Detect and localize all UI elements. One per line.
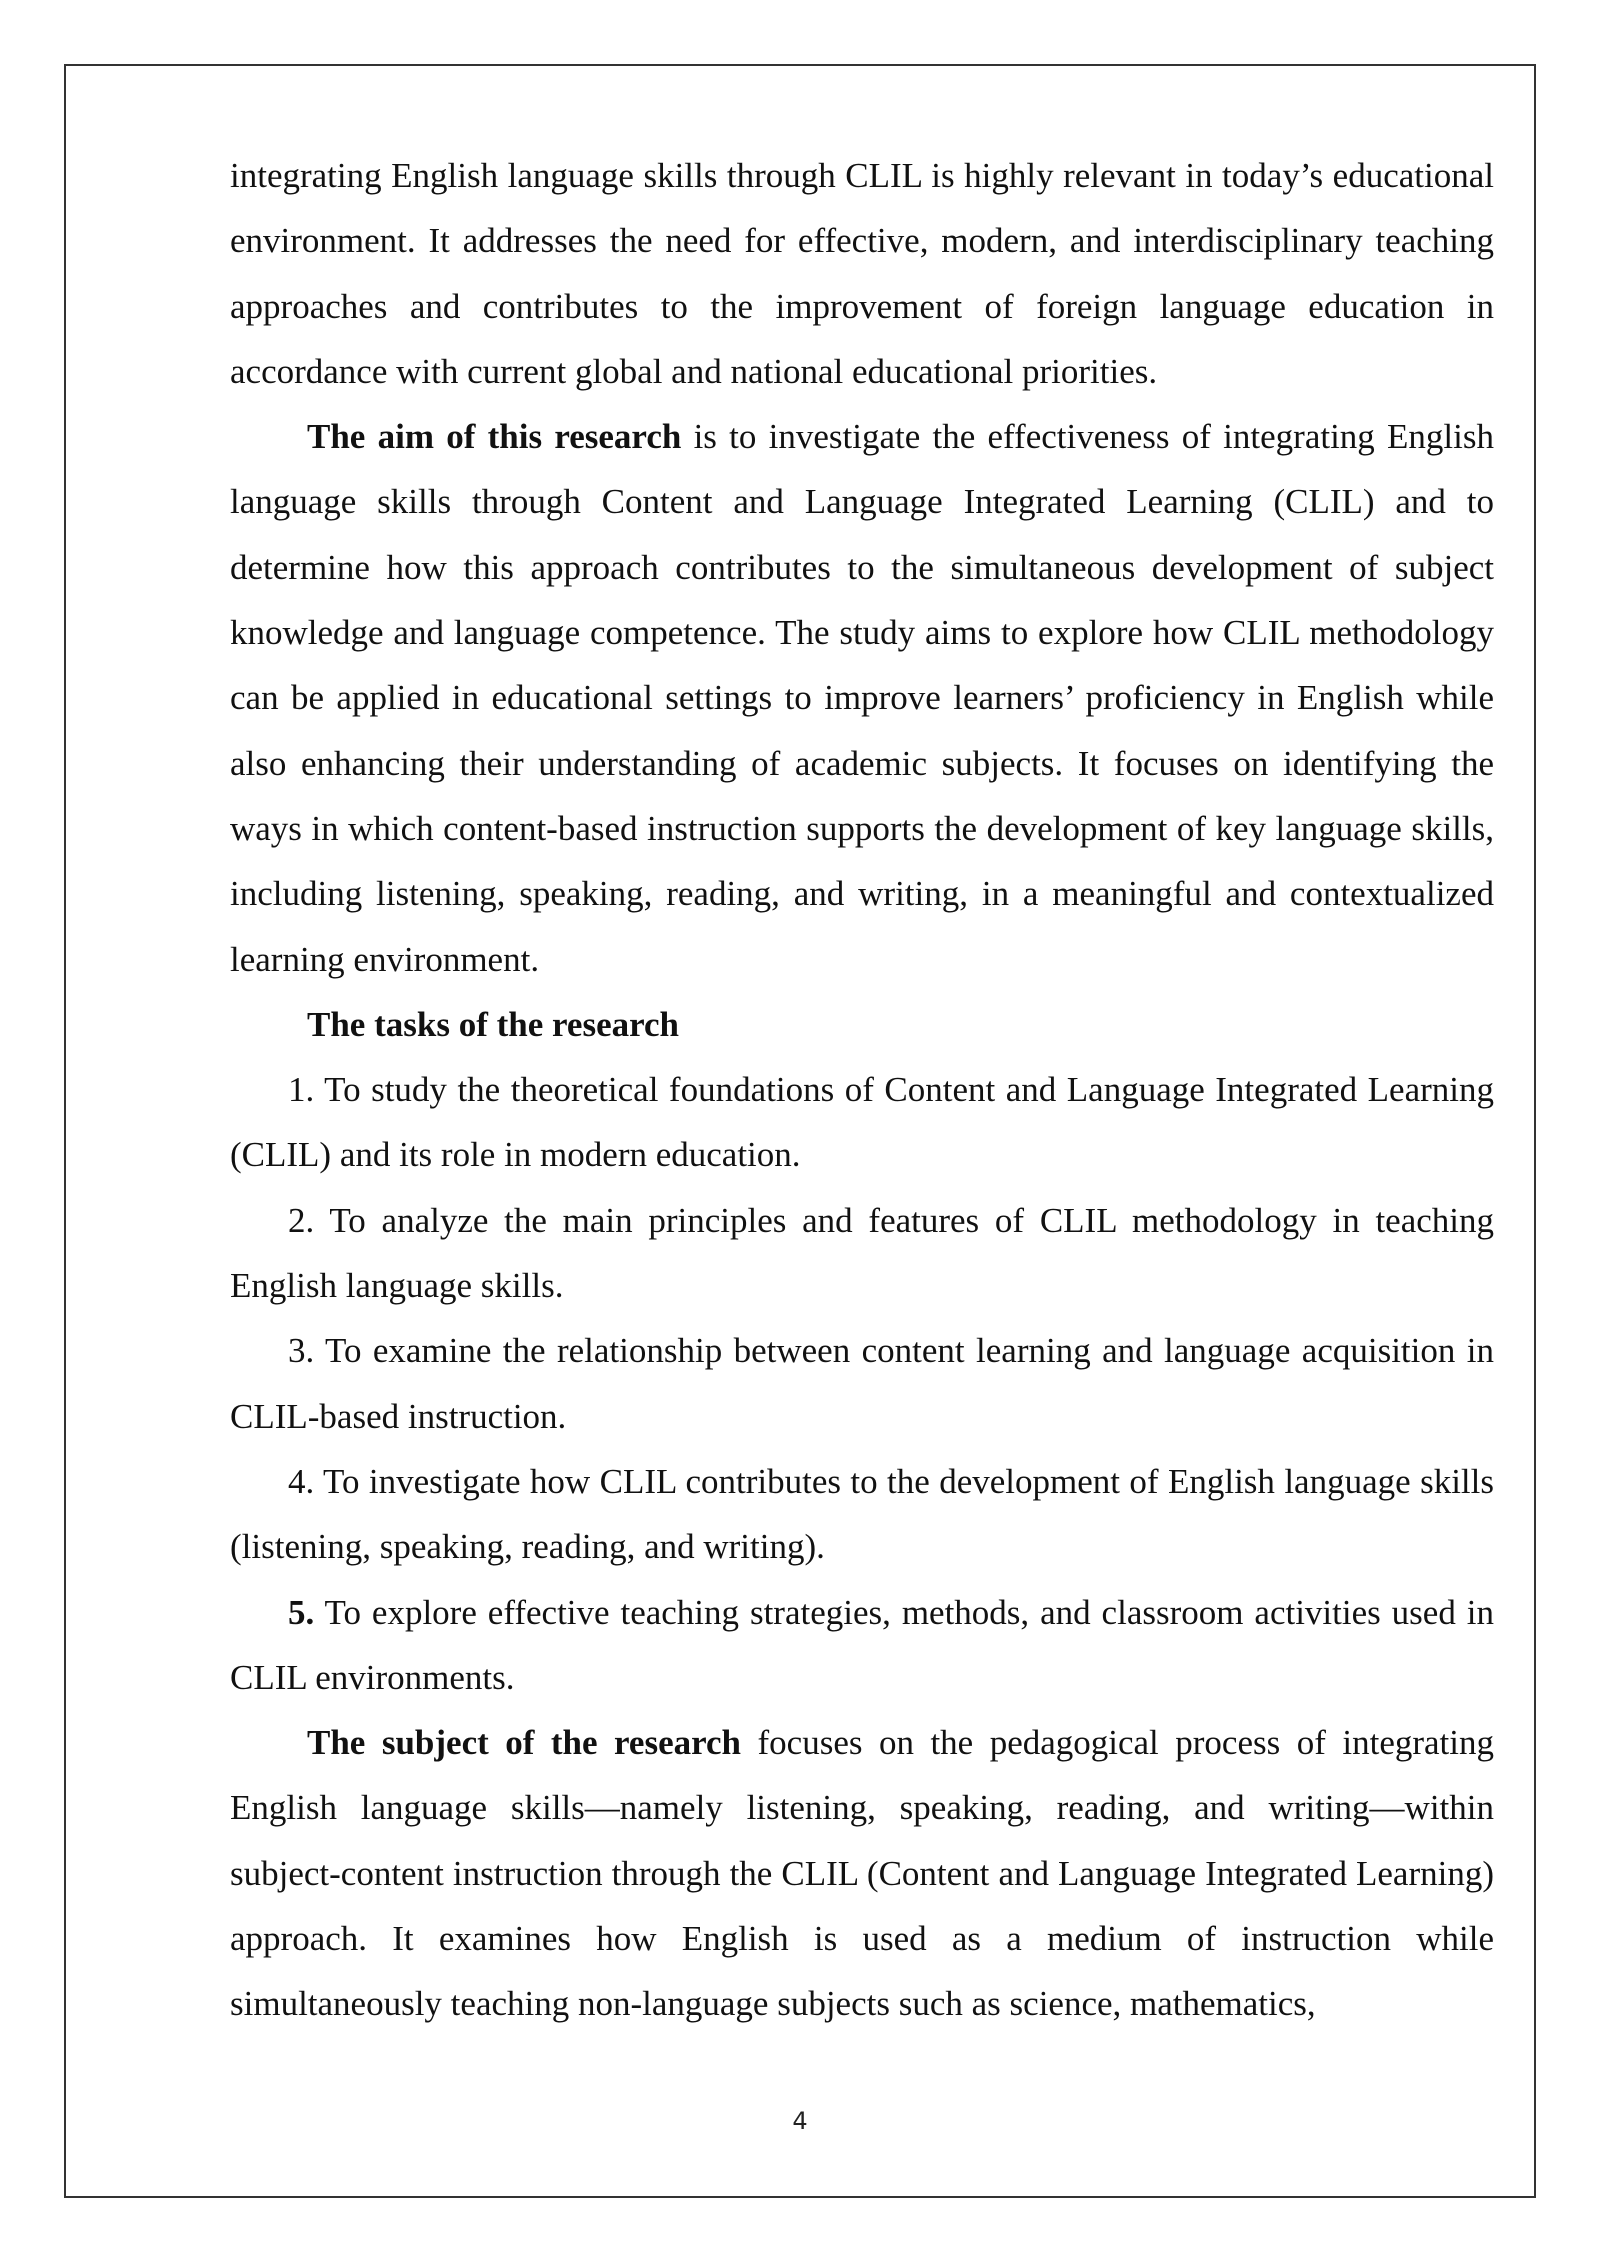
task-item-3 <box>230 1318 1494 1449</box>
subject-text: focuses on the pedagogical process of integrating English language skills—namely listening, speaking, reading, and writing—within subject-content instruction through the CLIL (Content and Language Integrated Learning) approach. It examines how English is used as a medium of instruction while simultaneously teaching non-language subjects such as science, mathematics, <box>230 1723 1494 2024</box>
task-text: To investigate how CLIL contributes to the development of English language skills (listening, speaking, reading, and writing). <box>230 1461 1494 1567</box>
intro-paragraph: integrating English language skills through CLIL is highly relevant in today’s educational environment. It addresses the need for effective, modern, and interdisciplinary teaching approaches and contributes to the improvement of foreign language education in accordance with current global and national educational priorities. <box>230 156 1494 391</box>
task-item-1 <box>230 1057 1494 1188</box>
task-item-4 <box>230 1449 1494 1580</box>
task-number: 5. <box>288 1592 315 1632</box>
task-item-2 <box>230 1188 1494 1319</box>
task-text: To examine the relationship between content learning and language acquisition in CLIL-based instruction. <box>230 1331 1494 1436</box>
task-number: 4. <box>288 1461 315 1501</box>
page-number: 4 <box>792 2107 808 2135</box>
aim-label: The aim of this research <box>307 417 682 457</box>
subject-label: The subject of the research <box>307 1723 742 1763</box>
task-item-5 <box>230 1580 1494 1711</box>
document-body <box>230 143 1494 2037</box>
tasks-heading: The tasks of the research <box>307 1004 680 1044</box>
task-number: 3. <box>288 1331 315 1371</box>
task-number: 1. <box>288 1070 315 1110</box>
aim-text: is to investigate the effectiveness of integrating English language skills through Content and Language Integrated Learning (CLIL) and to determine how this approach contributes to the simultaneous development of subject knowledge and language competence. The study aims to explore how CLIL methodology can be applied in educational settings to improve learners’ proficiency in English while also enhancing their understanding of academic subjects. It focuses on identifying the ways in which content-based instruction supports the development of key language skills, including listening, speaking, reading, and writing, in a meaningful and contextualized learning environment. <box>230 417 1495 979</box>
task-number: 2. <box>288 1200 315 1240</box>
task-text: To explore effective teaching strategies, methods, and classroom activities used in CLIL environments. <box>230 1592 1494 1697</box>
task-text: To study the theoretical foundations of Content and Language Integrated Learning (CLIL) and its role in modern education. <box>230 1070 1494 1175</box>
subject-paragraph <box>230 1710 1494 2036</box>
task-text: To analyze the main principles and features of CLIL methodology in teaching English language skills. <box>230 1200 1494 1306</box>
aim-paragraph <box>230 404 1494 992</box>
